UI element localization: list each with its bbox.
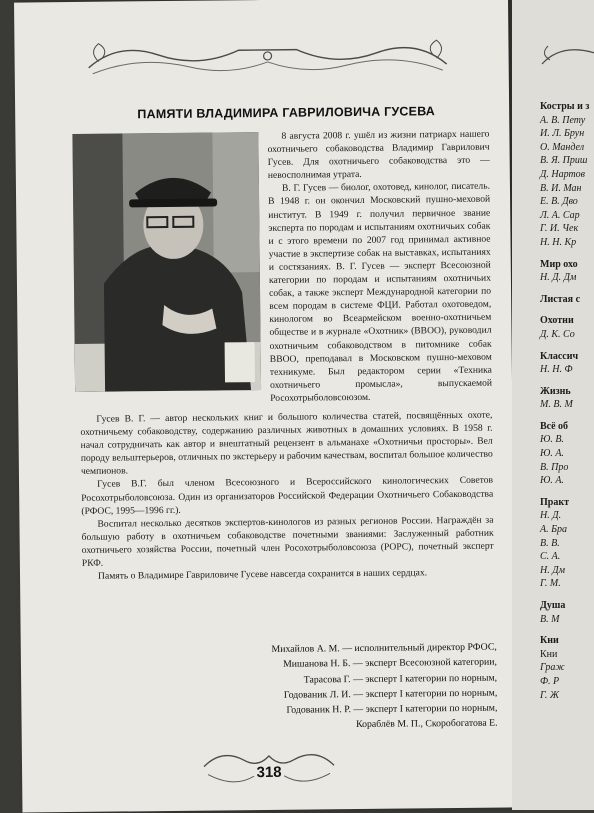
toc-entry: Кни: [540, 648, 558, 660]
toc-entry: В. И. Ман: [540, 182, 582, 194]
toc-entry: Н. Д. Дм: [540, 272, 577, 284]
toc-entry: Е. В. Дво: [540, 196, 578, 208]
signature-line: Годованик Н. Р. — эксперт I категории по норным,: [286, 702, 498, 716]
toc-entry: В. Про: [540, 461, 569, 473]
signature-line: Тарасова Г. — эксперт I категории по норным,: [303, 672, 498, 686]
toc-heading: Кни: [540, 635, 559, 647]
toc-entry: Н. Н. Ф: [540, 364, 573, 376]
toc-entry: Г. И. Чек: [540, 223, 579, 235]
toc-heading: Всё об: [540, 420, 569, 432]
paragraph: Гусев В. Г. — автор нескольких книг и большого количества статей, посвящённых охоте, охотничьему собаководству, содержанию различных животных в домашних условиях. В 1958 г. начал сотрудничать как автор и внештатный рецензент в альманахе «Охотничьи просторы». Вел породу вельштерьеров, отличных по экстерьеру и рабочим качествам, воспитал большое количество чемпионов.: [80, 409, 493, 478]
paragraph: 8 августа 2008 г. ушёл из жизни патриарх нашего охотничьего собаководства Владимир Гаврилович Гусев. Для охотничьего собаководства это — невосполнимая утрата.: [267, 128, 490, 182]
toc-heading: Листая с: [540, 293, 581, 305]
toc-entry: Г. Ж: [540, 689, 560, 701]
article-headline: ПАМЯТИ ВЛАДИМИРА ГАВРИЛОВИЧА ГУСЕВА: [137, 104, 436, 122]
toc-entry: С. А.: [540, 551, 561, 563]
toc-heading: Душа: [540, 600, 566, 611]
paragraph: Воспитал несколько десятков экспертов-кинологов из разных регионов России. Награждён за большую работу в охотничьем собаководстве почетными званиями: Заслуженный работник охотничьего хозяйства России, почетный член Росохотрыболовсоюза (РОРС), почетный эксперт РКФ.: [81, 514, 494, 569]
toc-entry: Г. М.: [540, 578, 561, 590]
toc-entry: Д. Нартов: [540, 168, 586, 180]
top-ornament-right: [538, 38, 594, 78]
toc-entry: В. Я. Приш: [540, 155, 588, 167]
signature-line: Кораблёв М. П., Скоробогатова Е.: [355, 718, 498, 731]
toc-entry: О. Мандел: [540, 141, 585, 153]
paragraph: Память о Владимире Гавриловиче Гусеве навсегда сохранится в наших сердцах.: [97, 567, 428, 582]
signatures-block: [181, 640, 498, 735]
toc-entry: Д. К. Со: [540, 328, 575, 340]
toc-entry: М. В. М: [540, 399, 573, 411]
toc-entry: В. В.: [540, 537, 560, 549]
full-width-text: [80, 409, 494, 584]
side-column-text: [267, 128, 492, 405]
toc-entry: Ю. А.: [540, 475, 564, 487]
portrait-image: [72, 132, 261, 392]
toc-entry: Ю. А.: [540, 448, 564, 460]
toc-heading: Костры и з: [540, 101, 590, 112]
toc-entry: А. В. Пету: [540, 114, 586, 126]
paragraph: В. Г. Гусев — биолог, охотовед, кинолог, писатель. В 1948 г. он окончил Московский пушно-меховой институт. В 1949 г. получил первичное звание эксперта по породам и испытаниям охотничьих собак и с этого времени по 2007 год принимал активное участие в экспертизе собак на выставках, испытаниях и состязаниях. В. Г. Гусев — эксперт Всесоюзной категории по породам и испытаниям охотничьих собак, а также эксперт Международной категории по всем породам в системе ФЦИ. Работал охотоведом, кинологом во Всеармейском военно-охотничьем обществе и в журнале «Охотник» (ВВОО), руководил охотничьим собаководством в питомнике собак ВВОО, преподавал в Московском пушно-меховом техникуме. Был редактором серии «Техника охотничьего промысла», выпускаемой Росохотрыболовсоюзом.: [268, 180, 493, 404]
portrait-photo: [72, 132, 261, 392]
toc-entry: Ю. В.: [540, 434, 564, 446]
toc-heading: Жизнь: [540, 385, 571, 397]
paragraph: Гусев В.Г. был членом Всесоюзного и Всероссийского кинологических Советов Росохотрыболовсоюза. Один из организаторов Российской Федерации Охотничьего Собаководства (РФОС, 1995—1996 гг.).: [81, 475, 494, 517]
toc-entry: Л. А. Сар: [540, 209, 580, 221]
toc-heading: Мир охо: [540, 258, 578, 270]
toc-heading: Классич: [540, 350, 579, 362]
table-of-contents-fragment: [540, 92, 594, 702]
toc-heading: Охотни: [540, 315, 574, 327]
page-number: 318: [256, 763, 282, 782]
toc-entry: Н. Н. Кр: [540, 236, 577, 248]
signature-line: Михайлов А. М. — исполнительный директор РФОС,: [271, 641, 497, 655]
toc-entry: Н. Д.: [540, 510, 562, 522]
signature-line: Годованик Л. И. — эксперт I категории по норным,: [283, 687, 498, 701]
right-page: [512, 0, 594, 810]
toc-entry: Н. Дм: [540, 564, 565, 576]
toc-entry: В. М: [540, 613, 560, 625]
left-page: [14, 0, 516, 813]
toc-heading: Практ: [540, 496, 570, 508]
toc-entry: И. Л. Брун: [540, 128, 585, 140]
signature-line: Мишанова Н. Б. — эксперт Всесоюзной категории,: [283, 656, 498, 671]
toc-entry: Ф. Р: [540, 675, 560, 687]
top-ornament: [78, 30, 457, 90]
toc-entry: Граж: [540, 662, 565, 674]
toc-entry: А. Бра: [540, 524, 568, 536]
